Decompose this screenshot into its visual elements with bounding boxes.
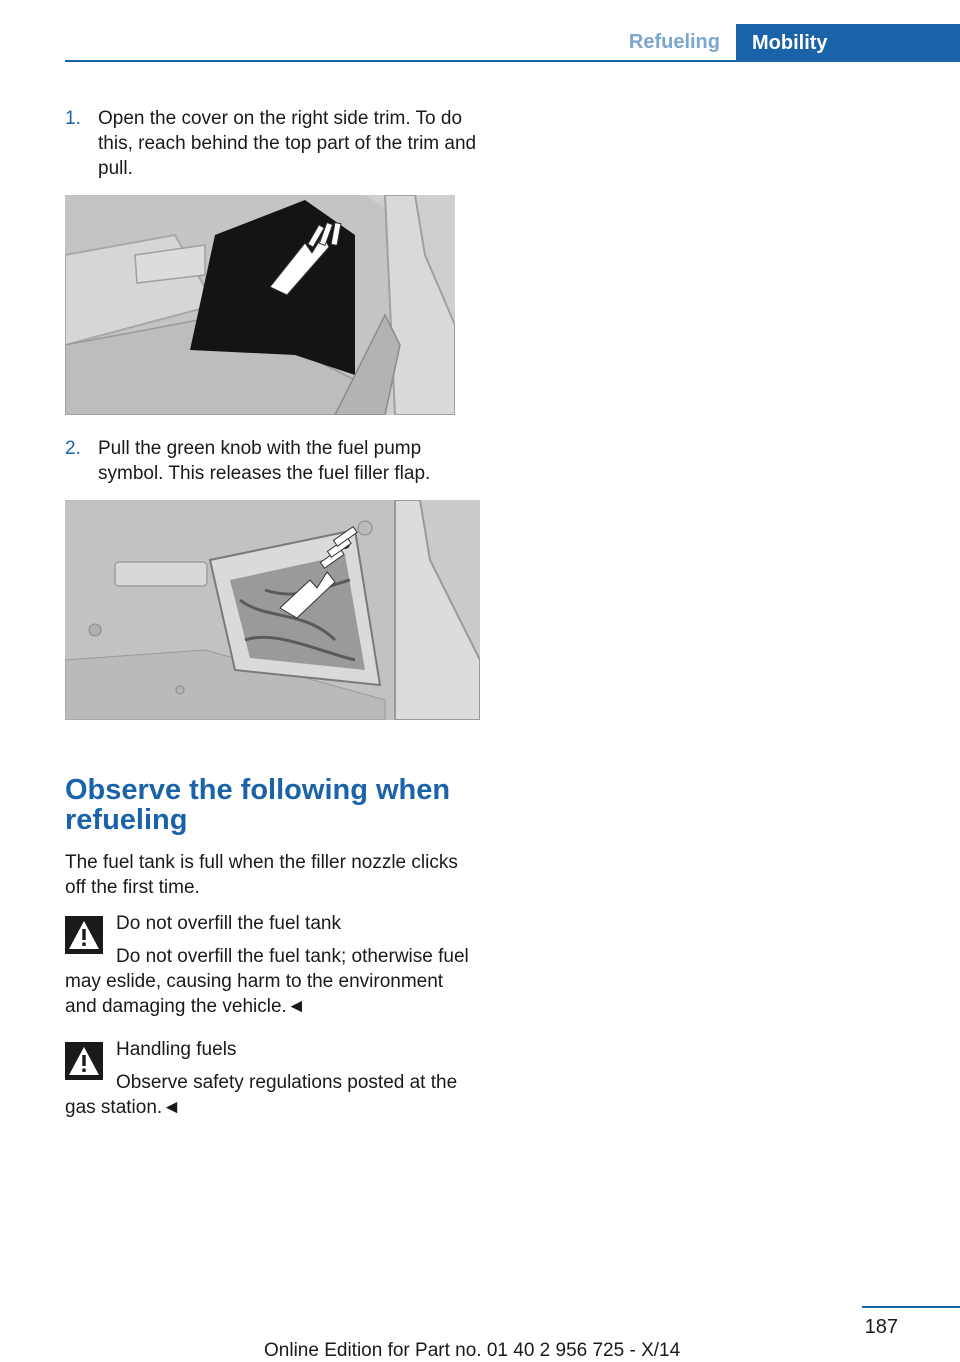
- page-header: [0, 0, 960, 62]
- step-text: Pull the green knob with the fuel pump symbol. This releases the fuel filler flap.: [98, 438, 431, 484]
- edition-footer: Online Edition for Part no. 01 40 2 956 725 - X/14: [264, 1340, 681, 1361]
- footer-rule: [862, 1306, 960, 1308]
- trunk-trim-illustration: [65, 195, 455, 415]
- fuel-release-knob-illustration: [65, 500, 480, 720]
- step-number: 2.: [65, 438, 81, 459]
- page-number: 187: [864, 1316, 898, 1338]
- step-number: 1.: [65, 108, 81, 129]
- section-heading: Observe the following when refueling: [65, 774, 451, 836]
- warning-body: Observe safety regulations posted at the gas station.◄: [65, 1072, 458, 1118]
- warning-title: Do not overfill the fuel tank: [116, 913, 341, 934]
- step-2: [65, 436, 480, 486]
- section-title: Refueling: [628, 31, 720, 53]
- warning-body: Do not overfill the fuel tank; otherwise fuel may eslide, causing harm to the environment and damaging the vehicle.◄: [65, 946, 469, 1017]
- step-1: [65, 106, 480, 181]
- intro-paragraph: The fuel tank is full when the filler nozzle clicks off the first time.: [65, 852, 458, 898]
- step-text: Open the cover on the right side trim. To do this, reach behind the top part of the trim and pull.: [98, 108, 477, 179]
- chapter-tab: Mobility: [736, 24, 960, 62]
- warning-title: Handling fuels: [116, 1039, 237, 1060]
